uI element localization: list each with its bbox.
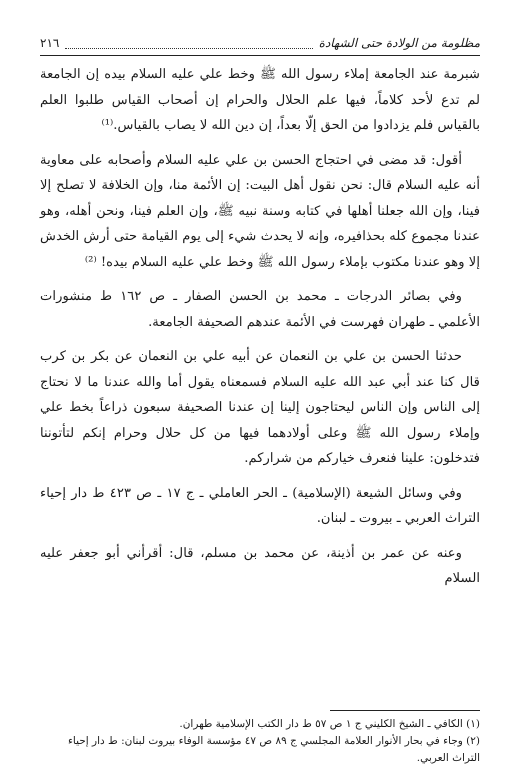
paragraph: وفي وسائل الشيعة (الإسلامية) ـ الحر العاملي ـ ج ١٧ ـ ص ٤٢٣ ط دار إحياء التراث العربي ـ بيروت ـ لبنان. <box>40 485 480 526</box>
footnote: (٢) وجاء في بحار الأنوار العلامة المجلسي ج ٨٩ ص ٤٧ مؤسسة الوفاء بيروت لبنان: ط دار إحياء التراث العربي. <box>67 735 480 764</box>
running-header <box>40 34 480 52</box>
running-title: مظلومة من الولادة حتى الشهادة <box>318 36 480 50</box>
page-number: ٢١٦ <box>40 36 60 50</box>
leader-dots <box>65 38 312 49</box>
footnote-rule <box>330 710 480 711</box>
main-text <box>40 62 480 601</box>
paragraph: حدثنا الحسن بن علي بن النعمان عن أبيه علي بن النعمان عن بكر بن كرب قال كنا عند أبي عبد الله عليه السلام فسمعناه يقول أما والله عندنا ما لا نحتاج إلى الناس وإن الناس ليحتاجون إلينا إن عندنا الصحيفة سبعون ذراعاً بخط علي وإملاء رسول الله ﷺ وعلى أولادهما فيها من كل حلال وحرام إنكم لتأتوننا فتدخلون: علينا فنعرف خياركم من شراركم. <box>40 349 480 466</box>
footnote: (١) الكافي ـ الشيخ الكليني ج ١ ص ٥٧ ط دار الكتب الإسلامية طهران. <box>179 718 480 730</box>
paragraph: وعنه عن عمر بن أذينة، عن محمد بن مسلم، قال: أقرأني أبو جعفر عليه السلام <box>40 545 480 586</box>
paragraph: وفي بصائر الدرجات ـ محمد بن الحسن الصفار ـ ص ١٦٢ ط منشورات الأعلمي ـ طهران فهرست في الأئمة عندهم الصحيفة الجامعة. <box>40 289 480 330</box>
paragraph: أقول: قد مضى في احتجاج الحسن بن علي عليه السلام وأصحابه على معاوية أنه عليه السلام قال: نحن نقول أهل البيت: إن الأئمة منا، وإن الخلافة لا تصلح إلا فينا، وإن الله جعلنا أهلها في كتابه وسنة نبيه ﷺ، وإن العلم فينا، ونحن أهله، وهو عندنا مجموع كله بحذافيره، وإنه لا يحدث شيء إلى يوم القيامة حتى أرش الخدش إلا وهو عندنا مكتوب بإملاء رسول الله ﷺ وخط علي عليه السلام بيده! ⁽²⁾ <box>40 152 480 270</box>
footnotes <box>40 716 480 767</box>
header-rule <box>40 55 480 56</box>
paragraph: شبرمة عند الجامعة إملاء رسول الله ﷺ وخط علي عليه السلام بيده إن الجامعة لم تدع لأحد كلاماً، فيها علم الحلال والحرام إن أصحاب القياس طلبوا العلم بالقياس فلم يزدادوا من الحق إلّا بعداً، إن دين الله لا يصاب بالقياس.⁽¹⁾ <box>40 67 480 133</box>
